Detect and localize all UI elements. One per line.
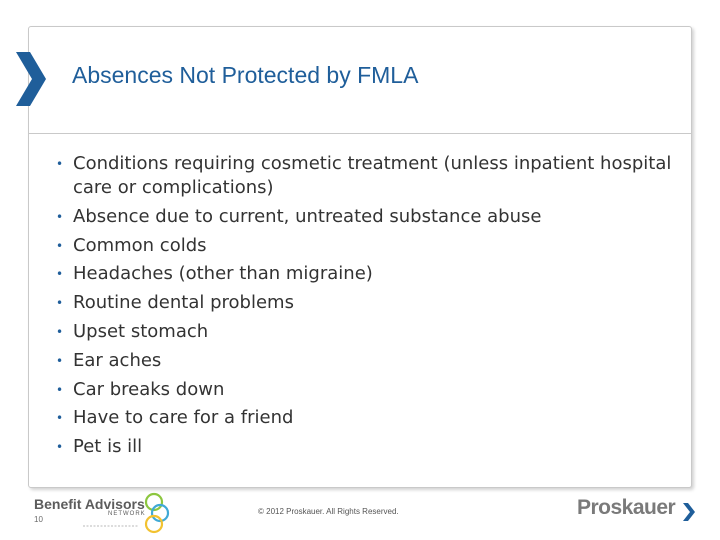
logo-tagline-decoration — [83, 524, 138, 528]
benefit-advisors-network-text: NETWORK — [108, 511, 146, 517]
title-divider — [28, 133, 692, 134]
list-item: • Absence due to current, untreated substance abuse — [56, 205, 542, 227]
list-item: • Pet is ill — [56, 436, 143, 458]
bullet-icon: • — [56, 267, 64, 282]
copyright-text: © 2012 Proskauer. All Rights Reserved. — [258, 507, 399, 516]
list-item: • Headaches (other than migraine) — [56, 263, 373, 285]
page-number: 10 — [34, 515, 43, 524]
bullet-list — [54, 152, 674, 464]
bullet-icon: • — [56, 440, 64, 455]
bullet-icon: • — [56, 324, 64, 339]
bullet-icon: • — [56, 296, 64, 311]
bullet-icon: • — [56, 157, 64, 171]
bullet-icon: • — [56, 411, 64, 426]
list-item: • Routine dental problems — [56, 292, 294, 314]
list-item: • Ear aches — [56, 349, 162, 371]
bullet-icon: • — [56, 382, 64, 397]
bullet-icon: • — [56, 238, 64, 253]
chevron-right-icon — [10, 50, 48, 108]
list-item: • Have to care for a friend — [56, 407, 294, 429]
benefit-advisors-logo-icon — [140, 490, 174, 536]
list-item: • Car breaks down — [56, 378, 225, 400]
proskauer-logo: Proskauer — [577, 496, 676, 519]
bullet-icon: • — [56, 353, 64, 368]
bullet-icon: • — [56, 209, 64, 224]
list-item: • Common colds — [56, 234, 207, 256]
benefit-advisors-logo-text: Benefit Advisors — [34, 496, 145, 512]
list-item: • Upset stomach — [56, 320, 209, 342]
slide-title: Absences Not Protected by FMLA — [72, 62, 419, 88]
list-item: • Conditions requiring cosmetic treatment (unless inpatient hospital care or complications) — [56, 153, 672, 198]
proskauer-chevron-icon — [682, 502, 696, 522]
